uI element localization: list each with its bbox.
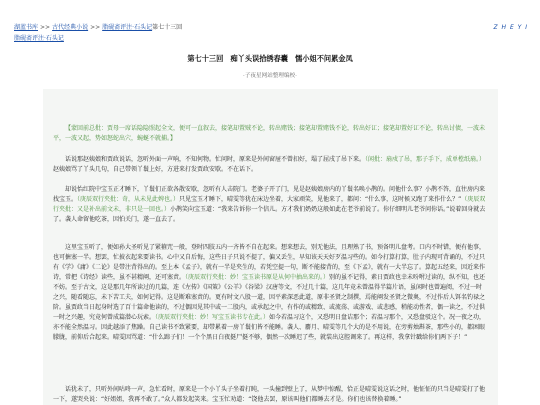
commentary-segment: 【蒙回前总批：贾母一席话隐隐照起全文，便可一直叙去，接笔却置贼不论，转出赌钱；接笔却置赌钱不论，转出好讧；接笔却置好讧不论，转出讨债，一波未平，一波又起，势如怒蛇出穴，蜿蜒不就捕。】 [53,125,486,142]
commentary-segment: （庚辰双行夹批：妙！宝玉读书原是从何中抽出来的。） [185,274,330,281]
chapter-subtitle: ·子夜星网站整理编校· [243,73,297,79]
commentary-segment: （庚辰双行夹批：妙！写宝玉读书专在此。） [155,314,270,321]
commentary-segment: （庚辰双行夹批：又是补出前文未，非只是一回也。） [53,196,486,213]
commentary-segment: （闲批：扇戍了吊，那子手下，成单樘纸扇。） [365,156,486,163]
book-index-link[interactable]: 脂砚斋评注·石头记 [14,35,64,42]
text-segment: 只见宝玉才睡下，晴雯等犹在床边坐着，大家顽笑，见他来了，都问：“什么事，这时候又跑了来作什么？” [179,196,462,203]
text-segment: 话犹未了，只听外间咕咚一声，急忙看时，原来是一个小丫头子坐着打盹，一头撞到壁上了，从梦中惊醒，恰正是晴雯说这话之时，他怔怔的只当是晴雯打了他一下，遂哭央说：“好姐姐，我再不敢了。”众人都发起笑来。宝玉忙劝道：“饶他去罢，原该叫他们都睡去才是。你们也该替换着睡。” [53,386,486,403]
text-segment: 小鹊笑向宝玉道：“我来告诉你一个信儿。方才我们奶奶这般如此在老爷前说了。你仔细明儿老爷问你话。”说着回身就去了。袭人命留他吃茶，因怕关门，遂一直去了。 [53,206,486,223]
text-segment: 赵姨娘骂了丫头几句，自己带领丫鬟上好，方进来打发贾政安歇。不在话下。 [53,166,258,173]
site-logo[interactable]: Z H E Y I [493,24,528,31]
commentary-paragraph [53,124,486,144]
text-segment: 如今若温习这个，又恐明日盘诘那个；若温习那个，又恐盘驳这个。况一夜之功，亦不能全然温习。因此越添了焦躁。自己读书不致紧要，却带累着一房丫鬟们皆不能睡。袭人、麝月、晴雯等几个大的是不用说，在旁剪烛斟茶，那些小的，都困眼朦胧，前仰后合起来。晴雯因骂道：“什么蹄子们！一个个黑日白夜挺尸挺不够，偶然一次睡迟了些，就装出这腔调来了。再这样，我拿针戳给你们两下子！” [53,314,486,341]
text-segment: 话说那赵姨娘和贾政说话，忽听外面一声响，不知何物。忙问时，原来是外间窗屉不曾扣好，塌了屈戌了吊下来。 [65,156,366,163]
breadcrumb-current: 第七十三回 [152,24,183,31]
breadcrumb-home-link[interactable]: 湖蓝书库 [14,24,39,31]
text-segment: 别的虽不记得，素日贾政也幸未吩咐过读的，纵不知，也还不妨。至于古文，这是那几年所读过的几篇，连《左传》《国策》《公羊》《谷梁》汉唐等文，不过几十篇，这几年竟未曾温得半篇片语，虽闲时也曾遍阅，不过一时之兴，随看随忘，未下苦工夫，如何记得。这是断难塞责的。更有时文八股一道，因平素深恶此道，原非圣贤之制撰，焉能阐发圣贤之微奥，不过作后人饵名钓禄之阶。虽贾政当日起身时选了百十篇命他读的，不过偶因见其中或一二股内，或承起之中，有作的或精致、或流荡、或游戏、或悲感，稍能动性者，偶一读之，不过供一时之兴趣，究竟何曾成篇潜心玩索。 [53,274,486,321]
text-segment: 却说怡红院中宝玉正才睡下，丫鬟们正欲各散安歇，忽听有人击院门。老婆子开了门，见是赵姨娘房内的丫鬟名唤小鹊的。问他什么事？小鹊不答，直往房内来找宝玉。 [53,186,486,203]
text-paragraph [53,243,486,343]
chapter-text-panel [43,89,498,405]
chapter-title: 第七十三回 痴丫头误拾绣春囊 懦小姐不问累金凤 [187,54,353,63]
text-paragraph [53,385,486,405]
text-paragraph [53,155,486,175]
top-bar [0,0,540,54]
text-paragraph [53,185,486,225]
breadcrumb-separator: >> [40,24,51,31]
breadcrumb [14,24,182,32]
text-segment: 这里宝玉听了，便如孙大圣听见了紧箍咒一般，登时四肢五内一齐皆不自在起来。想来想去，别无他法，且理熟了书，预备明儿盘考。口内不时错，便有他事，也可搪塞一半。想罢，忙披衣起来要读书。心中又自后悔，这些日子只说不提了，偏又丢生，早知该天天好歹温习些的。如今打算打算，肚子内现可背诵的，不过只有《学》《庸》《二论》是带注背得出的。至上本《孟子》，就有一半是夹生的，若凭空提一句，断不能接背的，至《下孟》，就有一大半忘了。算起五经来，因近来作诗，常把《诗经》读些，虽不甚精阐，还可塞责。 [53,244,486,281]
commentary-segment: （庚辰双行夹批：奇，从未见此婢也。） [77,196,180,203]
breadcrumb-separator: >> [90,24,101,31]
breadcrumb-book-link[interactable]: 脂砚斋评注·石头记 [102,24,153,31]
breadcrumb-category-link[interactable]: 古代经典小说 [52,24,89,31]
